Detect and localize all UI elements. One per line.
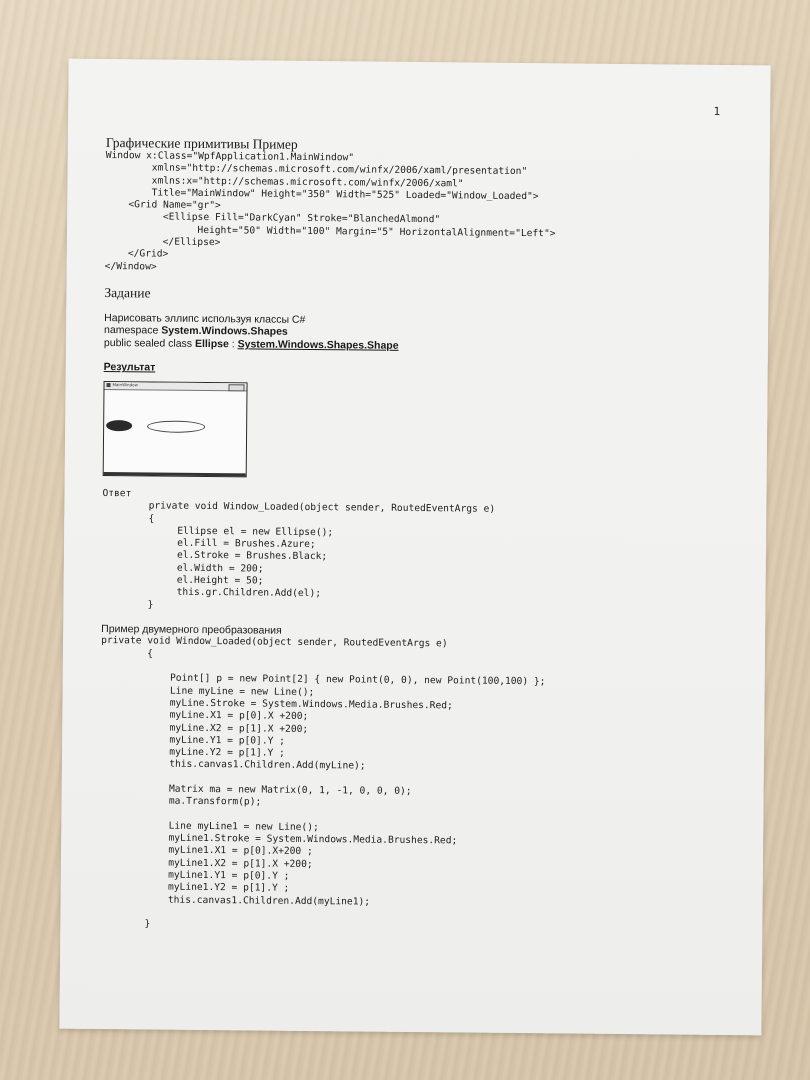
- paper-sheet: [59, 59, 770, 1036]
- result-heading: Результат: [103, 361, 156, 374]
- answer-code-block: private void Window_Loaded(object sender, RoutedEventArgs e) { Ellipse el = new Ellipse(); el.Fill = Brushes.Azure; el.Stroke = Brushes.Black; el.Width = 200; el.Height = 50; this.gr.Children.Add(el); }: [101, 500, 496, 611]
- task-description: Нарисовать эллипс используя классы C#: [104, 311, 306, 326]
- namespace-prefix: namespace: [104, 324, 162, 338]
- class-separator: :: [228, 338, 238, 351]
- window-app-icon: [107, 383, 111, 387]
- task-heading: Задание: [104, 284, 151, 301]
- xaml-code-block: Window x:Class="WpfApplication1.MainWindow" xmlns="http://schemas.microsoft.com/winfx/2006/xaml/presentation" xmlns:x="http://schemas.microsoft.com/winfx/2006/xaml" Title="MainWindow" Height="350" Width="525" Loaded="Window_Loaded"> <Grid Name="gr"> <Ellipse Fill="DarkCyan" Stroke="BlanchedAlmond" Height="50" Width="100" Margin="5" HorizontalAlignment="Left"> </Ellipse> </Grid> </Window>: [104, 150, 556, 273]
- answer-label: Ответ: [102, 487, 132, 500]
- namespace-name: System.Windows.Shapes: [161, 325, 288, 339]
- result-window-titlebar: [104, 382, 246, 391]
- class-base-link[interactable]: System.Windows.Shapes.Shape: [237, 338, 399, 352]
- transform-heading: Пример двумерного преобразования: [101, 622, 282, 637]
- class-prefix: public sealed class: [103, 336, 196, 350]
- result-screenshot: [103, 381, 248, 477]
- class-name: Ellipse: [194, 337, 229, 351]
- result-window-title: MainWindow: [112, 382, 138, 388]
- page-title: Графические примитивы Пример: [105, 135, 298, 152]
- transform-code-block: private void Window_Loaded(object sender, RoutedEventArgs e) { Point[] p = new Point[2] { new Point(0, 0), new Point(100,100) }; Line myLine = new Line(); myLine.Stroke = System.Windows.Media.Brushes.Red; myLine.X1 = p[0].X +200; myLine.X2 = p[1].X +200; myLine.Y1 = p[0].Y ; myLine.Y2 = p[1].Y ; this.canvas1.Children.Add(myLine); Matrix ma = new Matrix(0, 1, -1, 0, 0, 0); ma.Transform(p); Line myLine1 = new Line(); myLine1.Stroke = System.Windows.Media.Brushes.Red; myLine1.X1 = p[0].X+200 ; myLine1.X2 = p[1].X +200; myLine1.Y1 = p[0].Y ; myLine1.Y2 = p[1].Y ; this.canvas1.Children.Add(myLine1); }: [98, 635, 546, 930]
- result-window-bottom-border: [104, 472, 246, 476]
- filled-ellipse: [106, 420, 132, 431]
- window-controls-icon: [228, 384, 244, 391]
- page-number: 1: [713, 104, 721, 118]
- page-content: [98, 135, 750, 937]
- outlined-ellipse: [147, 420, 205, 433]
